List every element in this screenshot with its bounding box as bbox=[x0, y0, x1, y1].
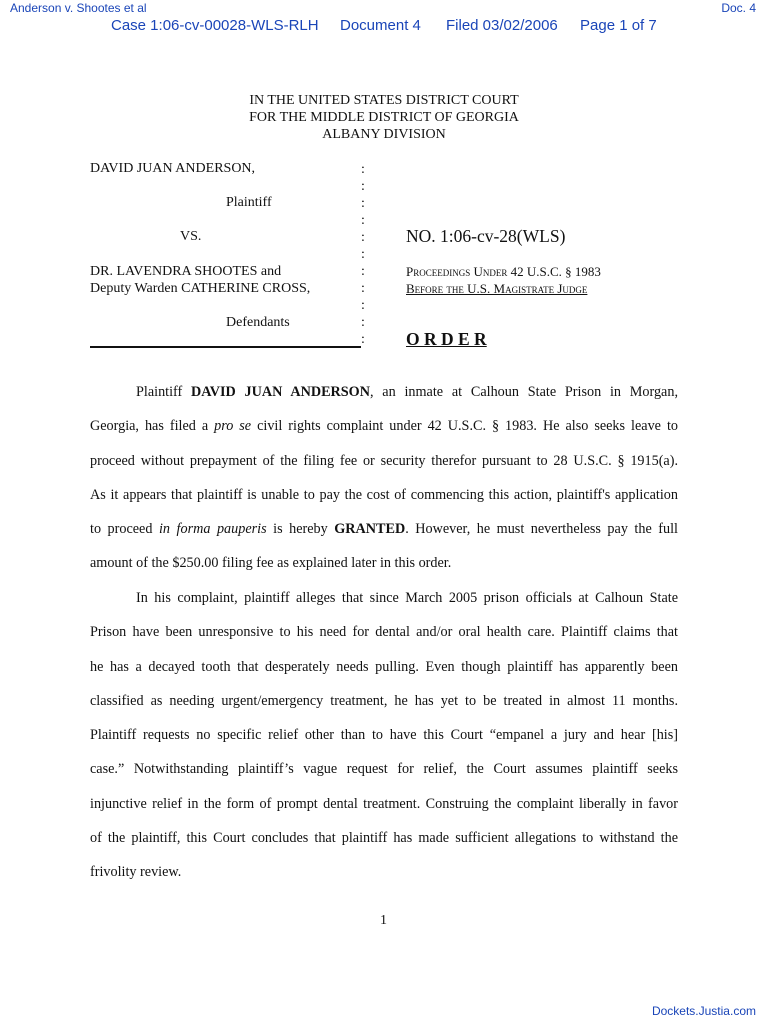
text-run: , an inmate at Calhoun State Prison in Morgan, bbox=[369, 384, 678, 400]
paragraph-line bbox=[90, 409, 678, 443]
caption-colon: : bbox=[361, 332, 365, 347]
text-run: of the plaintiff, this Court concludes that plaintiff has made sufficient allegations to withstand the bbox=[90, 830, 678, 847]
text-run: classified as needing urgent/emergency treatment, he has yet to be treated in almost 11 months. bbox=[90, 692, 678, 709]
caption-colon: : bbox=[361, 281, 365, 296]
proceedings-line2: Before the U.S. Magistrate Judge bbox=[406, 281, 588, 296]
justia-footer-link[interactable]: Dockets.Justia.com bbox=[651, 1004, 756, 1018]
paragraph-line bbox=[90, 581, 678, 615]
court-name-line1: IN THE UNITED STATES DISTRICT COURT bbox=[249, 93, 519, 108]
filing-case-number: Case 1:06-cv-00028-WLS-RLH bbox=[111, 17, 319, 34]
defendant-role: Defendants bbox=[226, 315, 290, 330]
case-name-link[interactable]: Anderson v. Shootes et al bbox=[10, 1, 147, 15]
caption-colon: : bbox=[361, 298, 365, 313]
versus-label: VS. bbox=[180, 229, 202, 244]
page-number: 1 bbox=[380, 913, 387, 928]
paragraph-line bbox=[90, 478, 678, 512]
defendant-line1: DR. LAVENDRA SHOOTES and bbox=[90, 264, 282, 279]
text-run: is hereby bbox=[266, 521, 335, 538]
paragraph-line bbox=[90, 444, 678, 478]
paragraph-line bbox=[90, 752, 678, 786]
paragraph-line bbox=[90, 615, 678, 649]
text-run: civil rights complaint under 42 U.S.C. § 1983. He also seeks leave to bbox=[251, 418, 678, 435]
paragraph-line bbox=[90, 375, 678, 409]
order-title: O R D E R bbox=[406, 329, 487, 349]
filing-document-number: Document 4 bbox=[340, 17, 421, 34]
text-run: . However, he must nevertheless pay the full bbox=[405, 521, 678, 538]
filing-date: Filed 03/02/2006 bbox=[446, 17, 558, 34]
text-run: As it appears that plaintiff is unable to pay the cost of commencing this action, plaintiff's application bbox=[90, 486, 678, 503]
text-run: case.” Notwithstanding plaintiff’s vague request for relief, the Court assumes plaintiff seeks bbox=[90, 761, 678, 778]
caption-colon: : bbox=[361, 230, 365, 245]
text-run: amount of the $250.00 filing fee as explained later in this order. bbox=[90, 555, 452, 572]
caption-colon: : bbox=[361, 162, 365, 177]
paragraph-line bbox=[90, 546, 678, 580]
text-run: injunctive relief in the form of prompt dental treatment. Construing the complaint liberally in favor bbox=[90, 795, 678, 812]
court-name-line2: FOR THE MIDDLE DISTRICT OF GEORGIA bbox=[249, 110, 519, 125]
body-paragraph-2 bbox=[90, 581, 678, 890]
paragraph-line bbox=[90, 718, 678, 752]
caption-colon: : bbox=[361, 196, 365, 211]
text-run: frivolity review. bbox=[90, 864, 182, 881]
caption-colon: : bbox=[361, 247, 365, 262]
plaintiff-name: DAVID JUAN ANDERSON, bbox=[90, 161, 256, 176]
defendant-line2: Deputy Warden CATHERINE CROSS, bbox=[90, 281, 311, 296]
text-run: Prison have been unresponsive to his need for dental and/or oral health care. Plaintiff claims that bbox=[90, 624, 678, 641]
paragraph-line bbox=[90, 684, 678, 718]
plaintiff-role: Plaintiff bbox=[226, 195, 272, 210]
caption-colon: : bbox=[361, 315, 365, 330]
paragraph-line bbox=[90, 821, 678, 855]
text-run: Georgia, has filed a bbox=[90, 418, 215, 435]
court-division: ALBANY DIVISION bbox=[322, 127, 446, 142]
paragraph-line bbox=[90, 512, 678, 546]
text-run: Plaintiff bbox=[136, 384, 192, 400]
italic-term: pro se bbox=[214, 418, 252, 435]
caption-colon: : bbox=[361, 213, 365, 228]
italic-term: in forma pauperis bbox=[158, 521, 267, 538]
text-run: to proceed bbox=[90, 521, 159, 538]
bold-term: GRANTED bbox=[334, 521, 406, 538]
text-run: proceed without prepayment of the filing fee or security therefor pursuant to 28 U.S.C. § 1915(a). bbox=[90, 452, 678, 469]
body-paragraph-1 bbox=[90, 375, 678, 581]
text-run: In his complaint, plaintiff alleges that since March 2005 prison officials at Calhoun State bbox=[136, 590, 678, 606]
caption-rule bbox=[90, 346, 361, 348]
text-run: he has a decayed tooth that desperately needs pulling. Even though plaintiff has apparently been bbox=[90, 658, 678, 675]
text-run: Plaintiff requests no specific relief other than to have this Court “empanel a jury and hear [his] bbox=[90, 727, 678, 744]
paragraph-line bbox=[90, 855, 678, 889]
filing-page-count: Page 1 of 7 bbox=[580, 17, 657, 34]
paragraph-line bbox=[90, 650, 678, 684]
case-number: NO. 1:06-cv-28(WLS) bbox=[406, 226, 566, 246]
caption-colon-column bbox=[361, 161, 365, 348]
paragraph-line bbox=[90, 787, 678, 821]
caption-colon: : bbox=[361, 264, 365, 279]
proceedings-line1: Proceedings Under 42 U.S.C. § 1983 bbox=[406, 264, 601, 279]
bold-term: DAVID JUAN ANDERSON bbox=[191, 384, 370, 400]
caption-colon: : bbox=[361, 179, 365, 194]
doc-number-link[interactable]: Doc. 4 bbox=[721, 1, 756, 15]
